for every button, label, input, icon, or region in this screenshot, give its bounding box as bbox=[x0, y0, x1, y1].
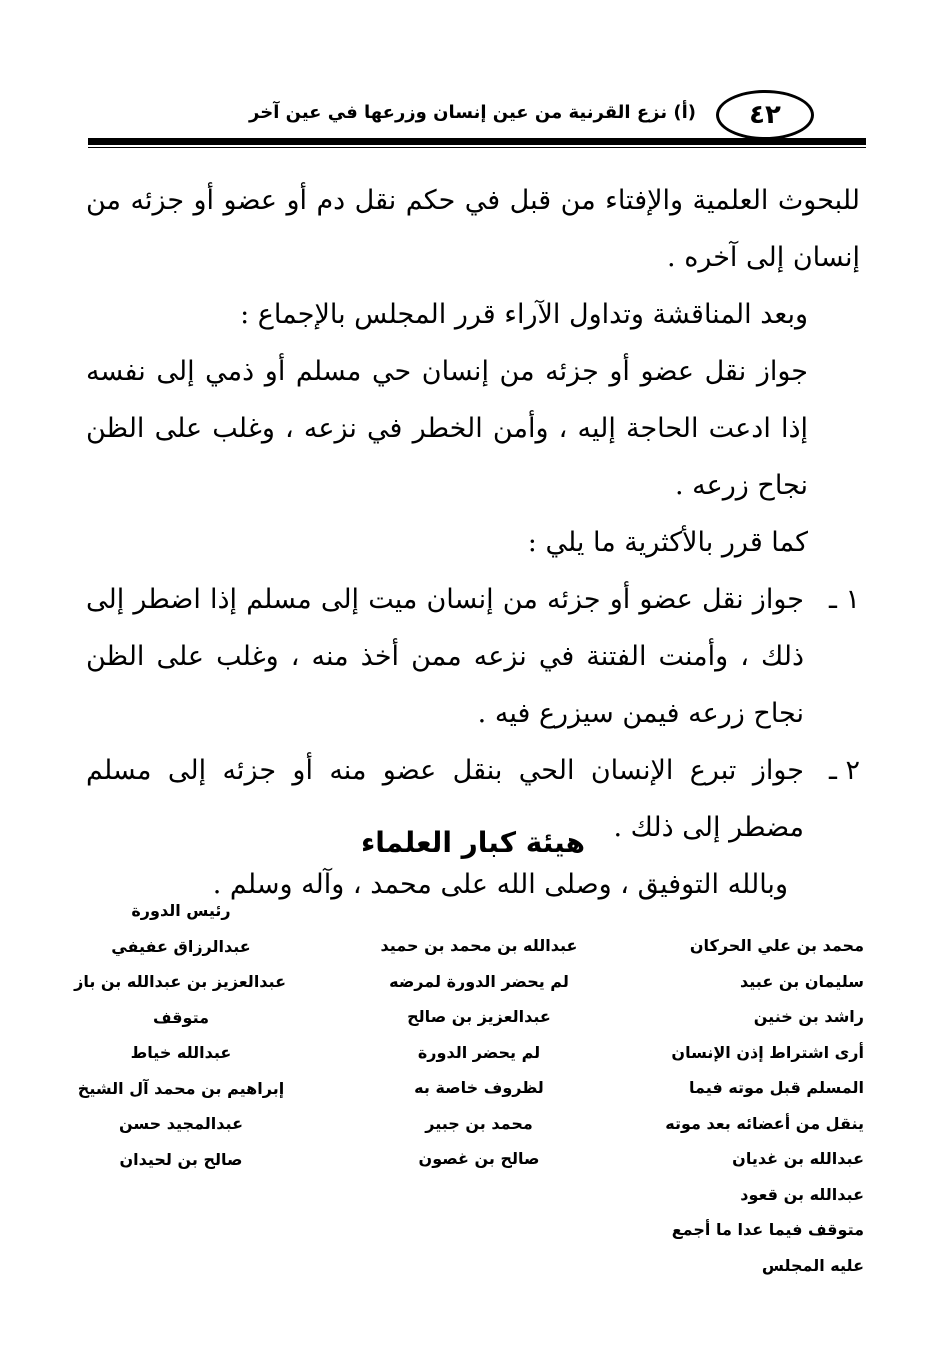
signature-line: لظروف خاصة به bbox=[414, 1078, 544, 1097]
signature-line: متوقف فيما عدا ما أجمع bbox=[671, 1220, 864, 1239]
header-rule-thick bbox=[88, 138, 866, 145]
signature-line: عبدالعزيز بن صالح bbox=[407, 1007, 551, 1026]
signature-line: إبراهيم بن محمد آل الشيخ bbox=[77, 1078, 285, 1098]
signature-line: أرى اشتراط إذن الإنسان bbox=[671, 1042, 864, 1062]
signature-line: سليمان بن عبيد bbox=[740, 971, 864, 991]
signature-line: محمد بن علي الحركان bbox=[689, 936, 864, 955]
page-number: ٤٢ bbox=[716, 90, 814, 140]
signature-line: صالح بن لحيدان bbox=[119, 1149, 243, 1169]
paragraph-resolution: جواز نقل عضو أو جزئه من إنسان حي مسلم أو ذمي إلى نفسه إذا ادعت الحاجة إليه ، وأمن الخطر في نزعه ، وغلب على الظن نجاح زرعه . bbox=[86, 356, 808, 501]
signature-line: لم يحضر الدورة لمرضه bbox=[389, 971, 569, 991]
council-title: هيئة كبار العلماء bbox=[360, 826, 586, 859]
list-item-text: جواز تبرع الإنسان الحي بنقل عضو منه أو جزئه إلى مسلم مضطر إلى ذلك . bbox=[86, 755, 804, 843]
signature-line: ينقل من أعضائه بعد موته bbox=[665, 1113, 864, 1133]
running-title: (أ) نزع القرنية من عين إنسان وزرعها في عين آخر bbox=[249, 102, 696, 123]
signature-line: متوقف bbox=[153, 1007, 209, 1027]
signature-line: عبدالله خياط bbox=[130, 1043, 232, 1062]
paragraph-discussion: وبعد المناقشة وتداول الآراء قرر المجلس بالإجماع : bbox=[240, 299, 808, 330]
signature-line: عبدالمجيد حسن bbox=[118, 1114, 243, 1133]
signatures-middle-column bbox=[374, 928, 584, 1177]
signature-line: راشد بن خنين bbox=[753, 1007, 864, 1026]
signature-line: رئيس الدورة bbox=[131, 901, 231, 920]
header-rule-thin bbox=[88, 147, 866, 148]
signature-line: عبدالله بن غديان bbox=[732, 1149, 864, 1168]
list-item bbox=[86, 571, 860, 742]
closing-line: وبالله التوفيق ، وصلى الله على محمد ، وآله وسلم . bbox=[212, 869, 788, 900]
page-header bbox=[88, 88, 866, 148]
signature-line: عبدالله بن محمد بن حميد bbox=[380, 936, 578, 955]
signature-line: المسلم قبل موته فيما bbox=[689, 1078, 864, 1097]
signature-line: صالح بن غصون bbox=[418, 1149, 540, 1168]
signature-line: عليه المجلس bbox=[761, 1255, 864, 1275]
signature-line: محمد بن جبير bbox=[425, 1113, 533, 1133]
body-text bbox=[86, 172, 860, 913]
list-item-number: ٢ ـ bbox=[828, 755, 860, 786]
list-item-number: ١ ـ bbox=[828, 584, 860, 615]
signatures-right-column bbox=[664, 928, 864, 1283]
signatures-left-column bbox=[76, 893, 286, 1177]
signature-line: عبدالله بن قعود bbox=[740, 1184, 864, 1204]
signature-line: لم يحضر الدورة bbox=[417, 1042, 541, 1062]
signature-line: عبدالرزاق عفيفي bbox=[111, 936, 251, 956]
paragraph-majority: كما قرر بالأكثرية ما يلي : bbox=[527, 527, 808, 558]
signature-line: عبدالعزيز بن عبدالله بن باز bbox=[74, 972, 286, 991]
list-item-text: جواز نقل عضو أو جزئه من إنسان ميت إلى مسلم إذا اضطر إلى ذلك ، وأمنت الفتنة في نزعه ممن أخذ منه ، وغلب على الظن نجاح زرعه فيمن سيزرع فيه . bbox=[86, 584, 804, 729]
paragraph-intro: للبحوث العلمية والإفتاء من قبل في حكم نقل دم أو عضو أو جزئه من إنسان إلى آخره . bbox=[86, 185, 860, 273]
